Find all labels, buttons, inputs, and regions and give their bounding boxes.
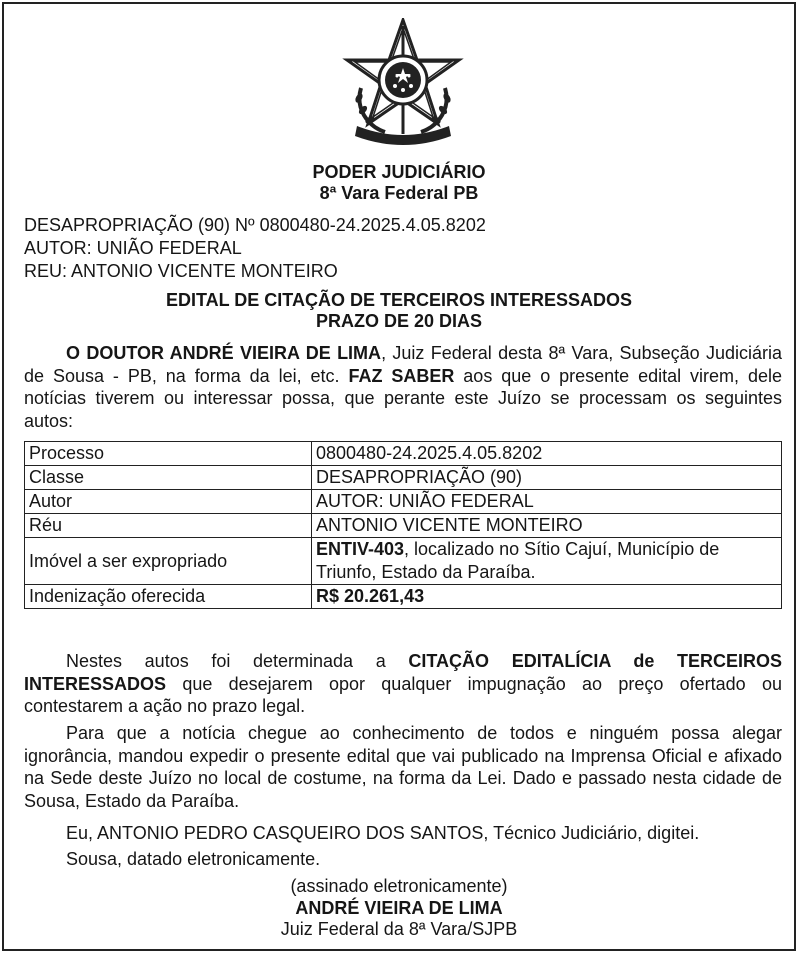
intro-paragraph — [24, 342, 782, 432]
citation-bold: CITAÇÃO EDITALÍCIA de TERCEIROS INTERESSADOS — [24, 651, 782, 694]
signature-note: (assinado eletronicamente) — [290, 876, 508, 896]
edital-document — [2, 2, 796, 951]
row-label: Classe — [25, 466, 312, 490]
row-label: Indenização oferecida — [25, 585, 312, 609]
header-line-2: 8ª Vara Federal PB — [319, 183, 479, 203]
signature-name: ANDRÉ VIEIRA DE LIMA — [295, 897, 503, 918]
header-line-1: PODER JUDICIÁRIO — [312, 162, 486, 182]
date-text: Sousa, datado eletronicamente. — [66, 849, 321, 869]
row-value — [312, 538, 782, 585]
imovel-code: ENTIV-403 — [316, 539, 405, 559]
table-row — [25, 514, 782, 538]
brazil-coat-of-arms-emblem — [339, 18, 467, 146]
row-label: Imóvel a ser expropriado — [25, 538, 312, 585]
typist-paragraph — [24, 822, 782, 845]
judge-name: O DOUTOR ANDRÉ VIEIRA DE LIMA — [66, 343, 382, 363]
row-label: Processo — [25, 442, 312, 466]
indenizacao-value: R$ 20.261,43 — [316, 586, 425, 606]
publication-text: Para que a notícia chegue ao conhecimento de todos e ninguém possa alegar ignorância, mandou expedir o presente edital que vai publicado na Imprensa Oficial e afixado na Sede deste Juízo no local de costume, na forma da Lei. Dado e passado nesta cidade de Sousa, Estado da Paraíba. — [24, 723, 782, 811]
row-value: DESAPROPRIAÇÃO (90) — [312, 466, 782, 490]
citation-text-1: Nestes autos foi determinada a — [66, 651, 409, 671]
faz-saber: FAZ SABER — [348, 365, 455, 386]
row-value: ANTONIO VICENTE MONTEIRO — [312, 514, 782, 538]
row-label: Réu — [25, 514, 312, 538]
intro-text-2: aos que o presente edital virem, dele notícias tiverem ou interessar possa, que perante este Juízo se processam os seguintes autos: — [24, 365, 782, 431]
table-row — [25, 442, 782, 466]
imovel-text-1: , localizado no Sítio Cajuí, Município de — [404, 539, 720, 559]
table-row — [25, 466, 782, 490]
edital-title — [4, 290, 794, 332]
publication-paragraph — [24, 722, 782, 812]
row-value: 0800480-24.2025.4.05.8202 — [312, 442, 782, 466]
citation-text-2: que desejarem opor qualquer impugnação ao preço ofertado ou contestarem a ação no prazo legal. — [24, 673, 782, 716]
case-info-line-2: AUTOR: UNIÃO FEDERAL — [24, 238, 242, 258]
case-info-line-1: DESAPROPRIAÇÃO (90) Nº 0800480-24.2025.4.05.8202 — [24, 215, 486, 235]
intro-text-1: , Juiz Federal desta 8ª Vara, Subseção Judiciária de Sousa - PB, na forma da lei, etc. — [24, 343, 782, 386]
table-row — [25, 490, 782, 514]
signature-block — [4, 876, 794, 941]
typist-text: Eu, ANTONIO PEDRO CASQUEIRO DOS SANTOS, Técnico Judiciário, digitei. — [66, 823, 700, 843]
date-paragraph — [24, 848, 782, 871]
row-value — [312, 585, 782, 609]
table-row-imovel — [25, 538, 782, 585]
case-info-line-3: REU: ANTONIO VICENTE MONTEIRO — [24, 261, 338, 281]
row-value: AUTOR: UNIÃO FEDERAL — [312, 490, 782, 514]
imovel-text-2: Triunfo, Estado da Paraíba. — [316, 562, 536, 582]
citation-paragraph — [24, 650, 782, 718]
court-header — [4, 162, 794, 204]
case-info — [24, 214, 486, 283]
row-label: Autor — [25, 490, 312, 514]
case-table — [24, 441, 782, 609]
signature-role: Juiz Federal da 8ª Vara/SJPB — [280, 919, 518, 939]
title-line-2: PRAZO DE 20 DIAS — [315, 311, 483, 331]
title-line-1: EDITAL DE CITAÇÃO DE TERCEIROS INTERESSADOS — [165, 290, 633, 310]
table-row-indenizacao — [25, 585, 782, 609]
